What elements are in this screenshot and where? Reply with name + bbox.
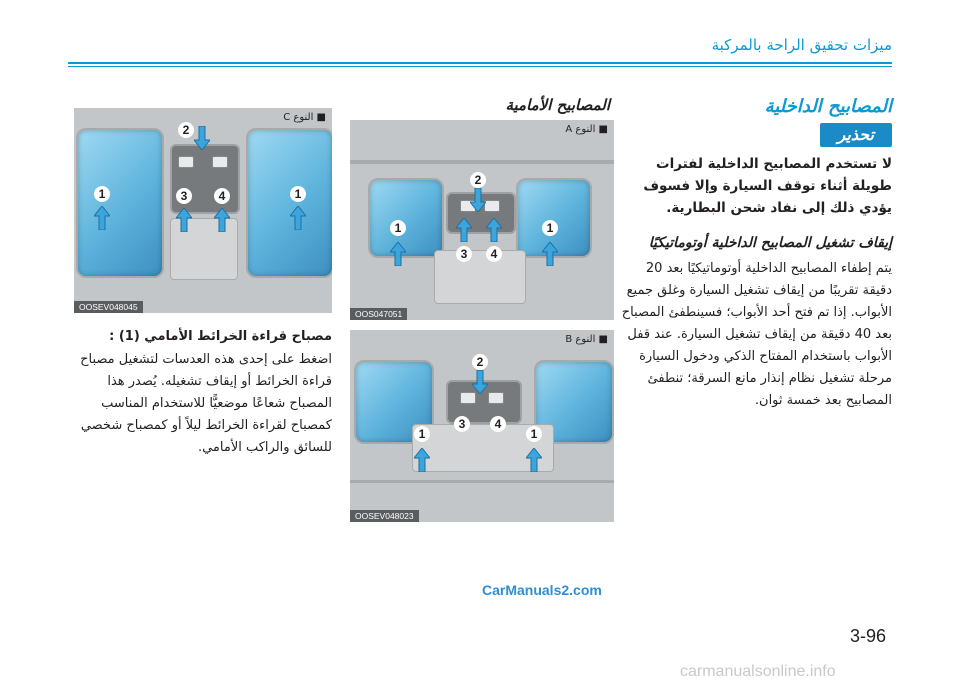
console-housing: [434, 250, 526, 304]
callout-3: 3: [456, 246, 472, 262]
warning-text: لا تستخدم المصابيح الداخلية لفترات طويلة أثناء توقف السيارة وإلا فسوف يؤدي ذلك إلى نفاد شحن البطارية.: [643, 156, 892, 216]
figure-b-code: OOSEV048023: [350, 510, 419, 522]
callout-2: 2: [470, 172, 486, 188]
roof-panel: [350, 480, 614, 483]
section-title: المصابيح الداخلية: [764, 96, 892, 117]
callout-4: 4: [214, 188, 230, 204]
callout-1: 1: [94, 186, 110, 202]
warning-badge: تحذير: [820, 123, 892, 147]
callout-1: 1: [542, 220, 558, 236]
callout-3: 3: [454, 416, 470, 432]
arrow-down-icon: [194, 126, 210, 150]
arrow-down-icon: [472, 370, 488, 394]
callout-1: 1: [526, 426, 542, 442]
figure-a-label: ■ النوع A: [565, 124, 608, 135]
door-lamp-button: [484, 200, 500, 212]
callout-2: 2: [178, 122, 194, 138]
map-lamp-description: اضغط على إحدى هذه العدسات لتشغيل مصباح قراءة الخرائط أو إيقاف تشغيله. يُصدر هذا المصباح شعاعًا موضعيًّا للاستخدام المناسب كمصباح لقراءة الخرائط ليلاً أو كمصباح شخصي للسائق والراكب الأمامي.: [80, 352, 332, 455]
callout-3: 3: [176, 188, 192, 204]
figure-c-code: OOSEV048045: [74, 301, 143, 313]
watermark-link[interactable]: CarManuals2.com: [482, 582, 602, 598]
figure-b-label: ■ النوع B: [565, 334, 608, 345]
map-lamp-left-lens: [76, 128, 164, 278]
map-lamp-title: مصباح قراءة الخرائط الأمامي (1) :: [109, 329, 332, 344]
footer-site-link[interactable]: carmanualsonline.info: [680, 663, 836, 680]
auto-off-subtitle: إيقاف تشغيل المصابيح الداخلية أوتوماتيكيًا: [648, 235, 892, 251]
page-number: 3-96: [850, 626, 887, 646]
map-lamp-left-lens: [368, 178, 444, 258]
roof-panel: [350, 160, 614, 164]
figure-type-c: [74, 108, 332, 313]
front-lamps-title: المصابيح الأمامية: [505, 96, 610, 114]
interior-lights-section: [614, 96, 892, 412]
figure-type-b: [350, 330, 614, 522]
arrow-up-icon: [214, 208, 230, 232]
page-header: [0, 0, 960, 70]
callout-4: 4: [486, 246, 502, 262]
door-lamp-button: [212, 156, 228, 168]
auto-off-body: يتم إطفاء المصابيح الداخلية أوتوماتيكيًا بعد 20 دقيقة تقريبًا من إيقاف تشغيل السيارة وغلق جميع الأبواب. إذا تم فتح أحد الأبواب؛ فسينطفئ المصباح بعد 40 دقيقة من إيقاف تشغيل السيارة. عند قفل الأبواب باستخدام المفتاح الذكي ودخول السيارة مرحلة تشغيل نظام إنذار مانع السرقة؛ تنطفئ المصابيح بعد خمسة ثوان.: [621, 261, 892, 408]
header-rule: [68, 62, 892, 64]
arrow-up-icon: [486, 218, 502, 242]
chapter-title: ميزات تحقيق الراحة بالمركبة: [711, 36, 892, 54]
figure-a-code: OOS047051: [350, 308, 407, 320]
map-lamp-right-lens: [246, 128, 332, 278]
callout-2: 2: [472, 354, 488, 370]
arrow-up-icon: [414, 448, 430, 472]
callout-1: 1: [414, 426, 430, 442]
front-lamps-section: [350, 96, 614, 522]
figure-c-label: ■ النوع C: [283, 112, 326, 123]
callout-4: 4: [490, 416, 506, 432]
callout-1: 1: [290, 186, 306, 202]
map-lamp-section: [74, 96, 332, 459]
arrow-up-icon: [390, 242, 406, 266]
arrow-up-icon: [94, 206, 110, 230]
arrow-up-icon: [456, 218, 472, 242]
arrow-up-icon: [290, 206, 306, 230]
callout-1: 1: [390, 220, 406, 236]
arrow-down-icon: [470, 188, 486, 212]
figure-type-a: [350, 120, 614, 320]
arrow-up-icon: [176, 208, 192, 232]
arrow-up-icon: [542, 242, 558, 266]
door-lamp-button: [488, 392, 504, 404]
arrow-up-icon: [526, 448, 542, 472]
room-lamp-button: [178, 156, 194, 168]
